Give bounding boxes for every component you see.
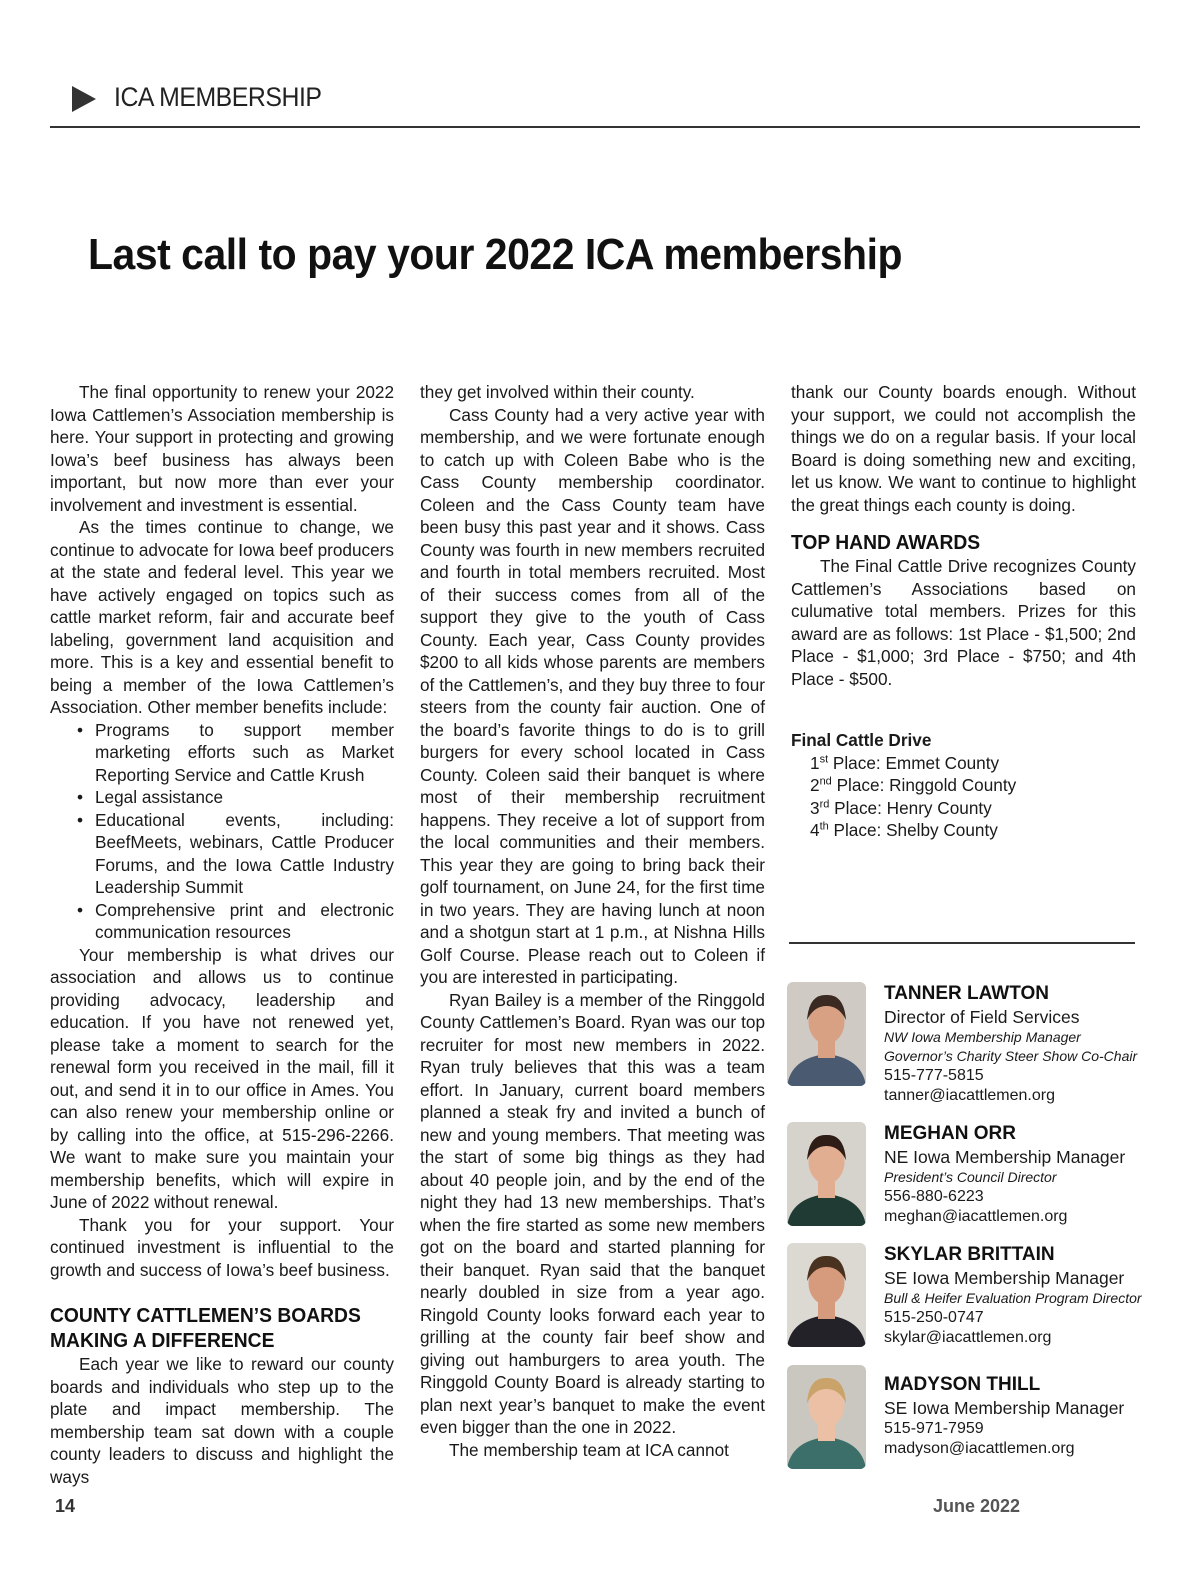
section-label: ICA MEMBERSHIP [114, 82, 322, 112]
avatar [787, 1365, 866, 1469]
contact-extra-role: President’s Council Director [884, 1169, 1057, 1185]
list-item: • Comprehensive print and electronic communication resources [95, 899, 394, 944]
header-rule [50, 126, 1140, 128]
contact-extra-role: Governor’s Charity Steer Show Co-Chair [884, 1048, 1138, 1064]
body-paragraph: thank our County boards enough. Without your support, we could not accomplish the things we do on a regular basis. If your local Board is doing something new and exciting, let us know. We want to continue to highlight the great things each county is doing. [791, 382, 1136, 515]
result-place: 4th Place: Shelby County [810, 820, 998, 840]
section-header [50, 78, 1140, 118]
body-paragraph: they get involved within their county. [420, 382, 695, 402]
benefits-list [50, 719, 394, 944]
result-place: 1st Place: Emmet County [810, 752, 1000, 773]
contact-card [787, 982, 1187, 1104]
avatar [787, 982, 866, 1086]
contact-email: tanner@iacattlemen.org [884, 1086, 1055, 1104]
portrait-illustration [787, 1243, 866, 1347]
result-place: 3rd Place: Henry County [810, 797, 992, 818]
contact-card [787, 1243, 1187, 1349]
contacts-divider [789, 942, 1135, 944]
contact-role: SE Iowa Membership Manager [884, 1268, 1125, 1288]
contact-role: SE Iowa Membership Manager [884, 1398, 1125, 1418]
contact-phone: 515-777-5815 [884, 1067, 984, 1084]
portrait-illustration [787, 982, 866, 1086]
body-paragraph: Your membership is what drives our association and allows us to continue providing advocacy, leadership and education. If you have not renewed yet, please take a moment to search for the renewal form you received in the mail, fill it out, and send it in to our office in Ames. You can also renew your membership online or by calling into the office, at 515-296-2266. We want to make sure you maintain your membership benefits, which will expire in June of 2022 without renewal. [50, 944, 394, 1212]
article-headline: Last call to pay your 2022 ICA membership [88, 230, 903, 279]
contact-email: madyson@iacattlemen.org [884, 1439, 1075, 1457]
contact-card [787, 1365, 1187, 1471]
list-item: • Legal assistance [95, 786, 394, 809]
contact-role: NE Iowa Membership Manager [884, 1147, 1126, 1167]
contact-email: meghan@iacattlemen.org [884, 1207, 1068, 1225]
play-triangle-icon [72, 86, 96, 112]
avatar [787, 1243, 866, 1347]
contact-extra-role: NW Iowa Membership Manager [884, 1029, 1081, 1045]
portrait-illustration [787, 1122, 866, 1226]
body-paragraph: Cass County had a very active year with membership, and we were fortunate enough to catch up with Coleen Babe who is the Cass County membership coordinator. Coleen and the Cass County team have been busy this past year and it shows. Cass County was fourth in new members recruited and fourth in total members recruited. Most of their success comes from all of the support they give to the youth of Cass County. Each year, Cass County provides $200 to all kids whose parents are members of the Cattlemen’s, and they buy three to four steers from the county fair auction. One of the board’s favorite things to do is to grill burgers for every school located in Cass County. Coleen said their banquet is where most of their membership recruitment happens. They receive a lot of support from the local communities and their members. This year they are going to bring back their golf tournament, on June 24, for the first time in two years. They are having lunch at noon and a shotgun start at 1 p.m., at Nishna Hills Golf Course. Please reach out to Coleen if you are interested in participating. [420, 404, 765, 987]
contact-phone: 556-880-6223 [884, 1188, 984, 1205]
contact-extra-role: Bull & Heifer Evaluation Program Director [884, 1290, 1142, 1306]
contact-email: skylar@iacattlemen.org [884, 1328, 1052, 1346]
contact-name: TANNER LAWTON [884, 983, 1050, 1004]
body-paragraph: As the times continue to change, we continue to advocate for Iowa beef producers at the state and federal level. This year we have actively engaged on topics such as cattle market reform, fair and accurate beef labeling, government land acquisition and more. This is a key and essential benefit to being a member of the Iowa Cattlemen’s Association. Other member benefits include: [50, 517, 394, 717]
body-paragraph: The Final Cattle Drive recognizes County Cattlemen’s Associations based on culumative total members. Prizes for this award are as follows: 1st Place - $1,500; 2nd Place - $1,000; 3rd Place - $750; and 4th Place - $500. [791, 556, 1136, 689]
body-paragraph: The final opportunity to renew your 2022 Iowa Cattlemen’s Association membership is here. Your support in protecting and growing Iowa’s beef business has always been important, but now more than ever your involvement and investment is essential. [50, 382, 394, 515]
top-hand-awards-heading: TOP HAND AWARDS [791, 531, 981, 554]
text-column-2 [420, 381, 765, 1461]
issue-date: June 2022 [933, 1496, 1021, 1516]
final-cattle-drive-results [791, 729, 1016, 842]
contact-name: SKYLAR BRITTAIN [884, 1244, 1055, 1265]
contact-phone: 515-250-0747 [884, 1309, 984, 1326]
contact-card [787, 1122, 1187, 1228]
body-paragraph: Ryan Bailey is a member of the Ringgold County Cattlemen’s Board. Ryan was our top recruiter for most new members in 2022. Ryan truly believes that this was a team effort. In January, current board members planned a steak fry and invited a bunch of new and young members. That meeting was the start of some big things as they had about 40 people join, and by the end of the night they had 13 new memberships. That’s when the fire started as some new members got on the board and started planning for their banquet. Ryan said that the banquet nearly doubled in size from a year ago. Ringold County looks forward each year to grilling at the county fair beef show and giving out hamburgers to area youth. The Ringgold County Board is already starting to plan next year’s banquet to make the event even bigger than the one in 2022. [420, 989, 765, 1437]
page-number: 14 [55, 1496, 76, 1516]
contact-name: MEGHAN ORR [884, 1123, 1016, 1144]
text-column-1 [50, 381, 394, 1488]
avatar [787, 1122, 866, 1226]
text-column-3 [791, 381, 1136, 690]
body-paragraph: Each year we like to reward our county boards and individuals who step up to the plate and impact membership. The membership team sat down with a couple county leaders to discuss and highlight the ways [50, 1354, 394, 1487]
result-place: 2nd Place: Ringgold County [810, 775, 1017, 795]
contact-phone: 515-971-7959 [884, 1420, 984, 1437]
contact-name: MADYSON THILL [884, 1374, 1041, 1395]
list-item: • Programs to support member marketing efforts such as Market Reporting Service and Cattle Krush [95, 719, 394, 787]
contact-role: Director of Field Services [884, 1007, 1080, 1027]
county-boards-heading: COUNTY CATTLEMEN’S BOARDS MAKING A DIFFERENCE [50, 1304, 361, 1352]
results-title: Final Cattle Drive [791, 730, 932, 750]
portrait-illustration [787, 1365, 866, 1469]
list-item: • Educational events, including: BeefMeets, webinars, Cattle Producer Forums, and the Iowa Cattle Industry Leadership Summit [95, 809, 394, 899]
body-paragraph: Thank you for your support. Your continued investment is influential to the growth and success of Iowa’s beef business. [50, 1214, 394, 1280]
body-paragraph: The membership team at ICA cannot [449, 1439, 729, 1460]
